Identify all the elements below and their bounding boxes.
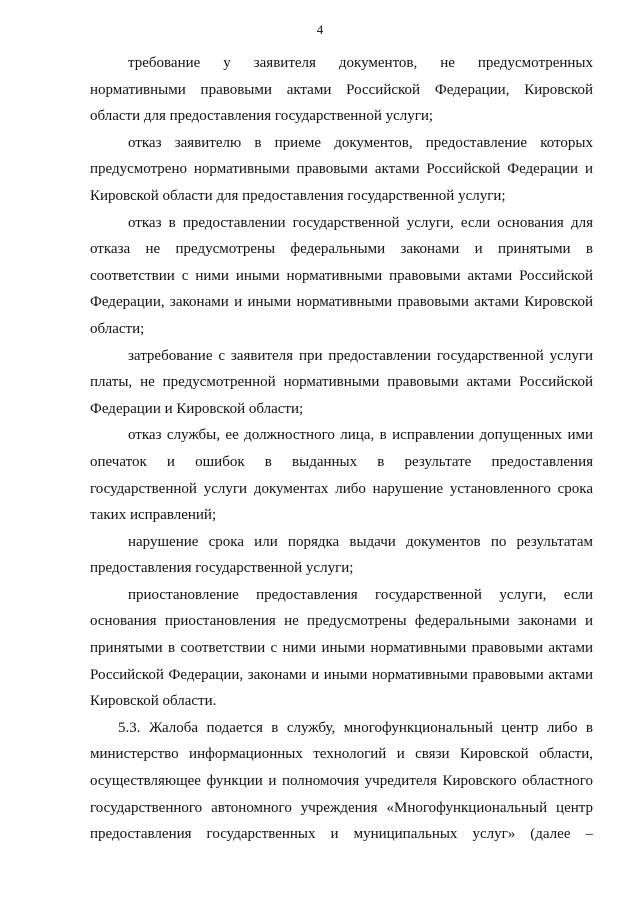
paragraph-deadline-violation [90, 529, 593, 582]
paragraph-refusal-acceptance [90, 130, 593, 210]
text-line: предоставления государственных и муниципальных услуг» (далее – [90, 826, 593, 843]
text-line: Кировской области. [90, 693, 217, 710]
text-line: основания приостановления не предусмотрены федеральными законами и [90, 613, 593, 630]
paragraph-requirement-documents [90, 50, 593, 130]
paragraph-fee-demand [90, 343, 593, 423]
text-line: отказа не предусмотрены федеральными законами и принятыми в [90, 241, 593, 258]
text-line: государственной услуги документах либо нарушение установленного срока [90, 480, 593, 497]
text-line: соответствии с ними иными нормативными правовыми актами Российской [90, 267, 593, 284]
text-line: нормативными правовыми актами Российской Федерации, Кировской [90, 81, 593, 98]
paragraph-section-5-3 [90, 715, 593, 848]
text-line: 5.3. Жалоба подается в службу, многофункциональный центр либо в [118, 719, 593, 736]
text-line: принятыми в соответствии с ними иными нормативными правовыми актами [90, 640, 593, 657]
text-line: платы, не предусмотренной нормативными правовыми актами Российской [90, 374, 593, 391]
text-line: затребование с заявителя при предоставлении государственной услуги [128, 347, 593, 364]
text-line: предусмотрено нормативными правовыми актами Российской Федерации и [90, 161, 593, 178]
page-number: 4 [316, 22, 324, 37]
text-line: осуществляющее функции и полномочия учредителя Кировского областного [90, 773, 593, 790]
document-body [90, 50, 593, 848]
text-line: Федерации и Кировской области; [90, 400, 304, 417]
text-line: опечаток и ошибок в выданных в результате предоставления [90, 453, 593, 470]
text-line: таких исправлений; [90, 507, 217, 524]
text-line: министерство информационных технологий и связи Кировской области, [90, 746, 593, 763]
text-line: государственного автономного учреждения «Многофункциональный центр [90, 799, 593, 816]
text-line: предоставления государственной услуги; [90, 560, 354, 577]
text-line: приостановление предоставления государственной услуги, если [128, 586, 593, 603]
text-line: области; [90, 320, 145, 337]
text-line: требование у заявителя документов, не предусмотренных [128, 55, 593, 71]
text-line: отказ службы, ее должностного лица, в исправлении допущенных ими [128, 427, 593, 444]
paragraph-suspension [90, 582, 593, 715]
text-line: отказ в предоставлении государственной услуги, если основания для [128, 214, 593, 231]
text-line: отказ заявителю в приеме документов, предоставление которых [128, 134, 593, 151]
paragraph-refusal-service [90, 210, 593, 343]
paragraph-refusal-correction [90, 422, 593, 528]
text-line: области для предоставления государственной услуги; [90, 108, 434, 125]
text-line: нарушение срока или порядка выдачи документов по результатам [128, 533, 593, 550]
text-line: Российской Федерации, законами и иными нормативными правовыми актами [90, 666, 593, 683]
text-line: Федерации, законами и иными нормативными правовыми актами Кировской [90, 294, 593, 311]
text-line: Кировской области для предоставления государственной услуги; [90, 187, 506, 204]
